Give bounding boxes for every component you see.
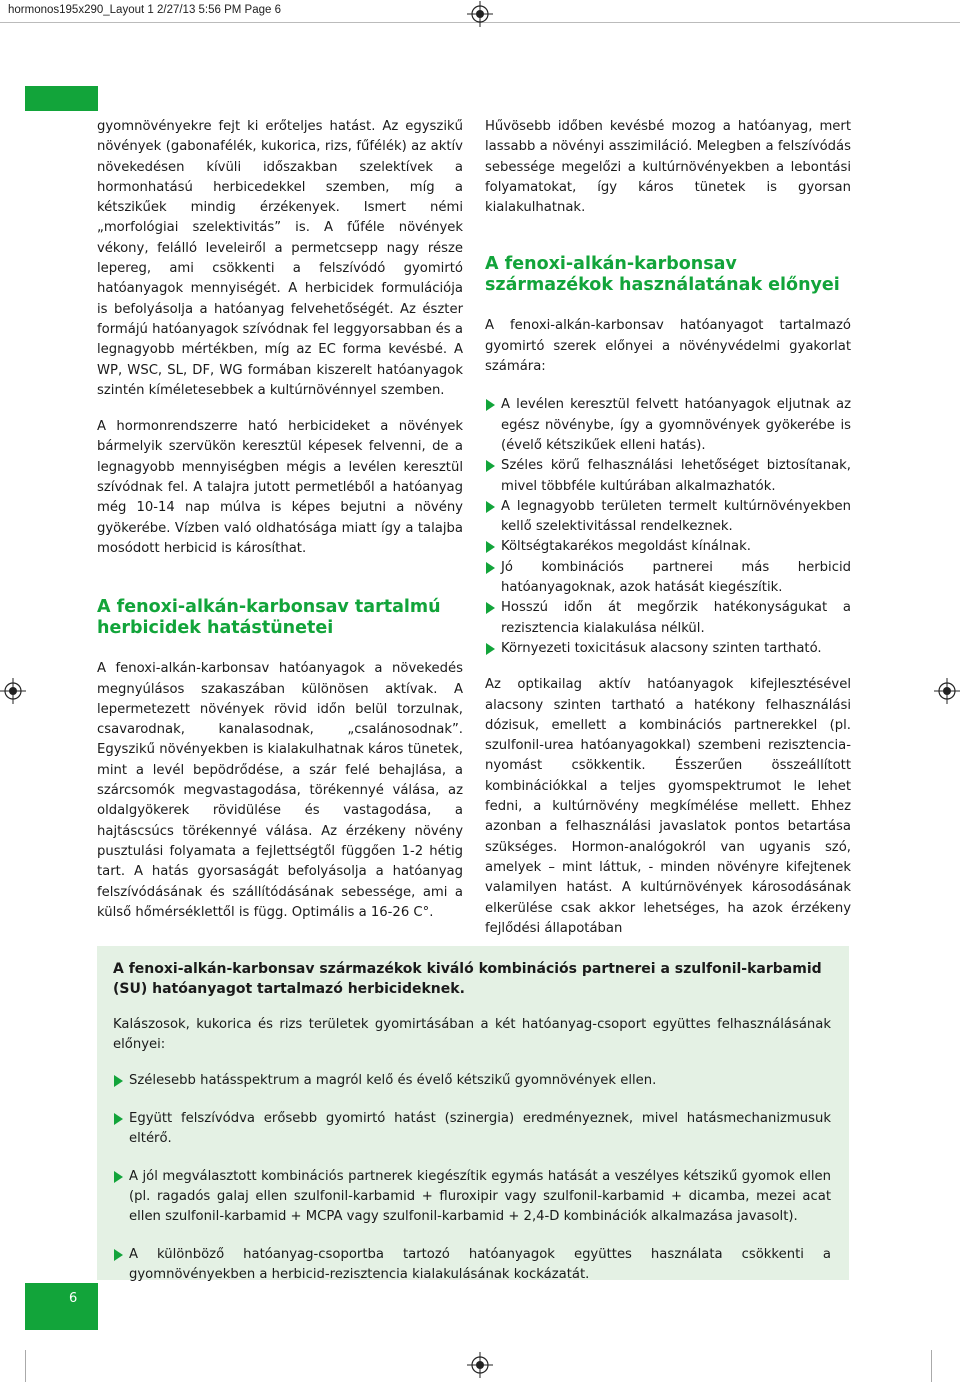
list-item: Környezeti toxicitásuk alacsony szinten tartható. [485, 639, 851, 659]
list-item: Hosszú időn át megőrzik hatékonyságukat a rezisztencia kialakulása nélkül. [485, 598, 851, 639]
registration-mark-icon [934, 678, 960, 704]
list-item: A jól megválasztott kombinációs partnerek kiegészítik egymás hatását a veszélyes kétszikű gyomok ellen (pl. ragadós galaj ellen szulfonil-karbamid + fluroxipir vagy szulfonil-karbamid + dicamba, mezei acat ellen szulfonil-karbamid + MCPA vagy szulfonil-karbamid + 2,4-D kombinációk alkalmazása javasolt). [113, 1167, 831, 1227]
crop-mark [931, 1350, 932, 1382]
list-item: Széles körű felhasználási lehetőséget biztosítanak, mivel többféle kultúrában alkalmazhatók. [485, 456, 851, 497]
list-item: Együtt felszívódva erősebb gyomirtó hatást (szinergia) eredményeznek, mivel hatásmechanizmusuk eltérő. [113, 1109, 831, 1149]
info-box [97, 946, 849, 1280]
page-number-block [25, 1283, 98, 1330]
box-list [113, 1071, 831, 1285]
paragraph: Hűvösebb időben kevésbé mozog a hatóanyag, mert lassabb a növényi asszimiláció. Melegben a felszívódás sebessége megelőzi a kultúrnövényekben a lebontási folyamatokat, így káros tünetek is gyorsan kialakulhatnak. [485, 119, 851, 216]
registration-mark-icon [467, 1, 493, 27]
paragraph: Az optikailag aktív hatóanyagok kifejlesztésével alacsony szinten tartható a hatékony felhasználási dózisuk, emellett a kombinációs partnerekkel (pl. szulfonil-urea hatóanyagokkal) szembeni rezisztencia-nyomást csökkentik. Ésszerűen összeállított kombinációkkal a teljes gyomspektrumot le lehet fedni, a kultúrnövény megkímélése mellett. Ehhez azonban a felhasználási javaslatok pontos betartása szükséges. Hormon-analógokról van ugyanis szó, amelyek – mint láttuk, - minden növényre kifejtenek valamilyen hatást. A kultúrnövények károsodásának elkerülése csak akkor lehetséges, ha azok érzékeny fejlődési állapotában [485, 677, 851, 936]
list-item: Szélesebb hatásspektrum a magról kelő és évelő kétszikű gyomnövények ellen. [113, 1071, 831, 1091]
paragraph: A fenoxi-alkán-karbonsav hatóanyagot tartalmazó gyomirtó szerek előnyei a növényvédelmi gyakorlat számára: [485, 318, 851, 375]
paragraph: gyomnövényekre fejt ki erőteljes hatást. Az egyszikű növények (gabonafélék, kukorica, rizs, fűfélék) az aktív növekedésen kívüli időszakban szelektívek a hormonhatású herbicedekkel szemben, míg a kétszikűek mindig érzékenyek. Ismert némi „morfológiai szelektivitás” is. A fűféle növények vékony, felálló leveleiről a permetcsepp nagy része lepereg, ami csökkenti a felszívódó gyomirtó hatóanyagok mennyiségét. A herbicidek formulációja is befolyásolja a hatóanyag felvehetőségét. Az észter formájú hatóanyagok szívódnak fel leggyorsabban és a legnagyobb mértékben, míg az EC forma kevésbé. A WP, WSC, SL, DF, WG formában kiszerelt hatóanyagok szintén kíméletesebbek a kultúrnövénnyel szemben. [97, 119, 463, 398]
crop-mark [25, 1350, 26, 1382]
box-title: A fenoxi-alkán-karbonsav származékok kiváló kombinációs partnerei a szulfonil-karbamid (SU) hatóanyagot tartalmazó herbicideknek. [113, 961, 822, 997]
left-column [97, 117, 463, 939]
list-item: A levélen keresztül felvett hatóanyagok eljutnak az egész növénybe, így a gyomnövények gyökerébe is (évelő kétszikűek elleni hatás). [485, 395, 851, 456]
list-item: A különböző hatóanyag-csoportba tartozó hatóanyagok együttes használata csökkenti a gyomnövényekben a herbicid-rezisztencia kialakulásának kockázatát. [113, 1245, 831, 1285]
registration-mark-icon [467, 1352, 493, 1378]
section-heading: A fenoxi-alkán-karbonsav tartalmú herbicidek hatástünetei [97, 597, 441, 639]
paragraph: A hormonrendszerre ható herbicideket a növények bármelyik szervükön keresztül képesek felvenni, de a legnagyobb mennyiségben mégis a levélen keresztül szívódnak fel. A talajra jutott permetléből a hatóanyag még 10-14 nap múlva is képes bejutni a növény gyökerébe. Vízben való oldhatósága miatt így a talajba mosódott herbicid is károsíthat. [97, 419, 463, 556]
paragraph: A fenoxi-alkán-karbonsav hatóanyagok a növekedés megnyúlásos szakaszában különösen aktívak. A lepermetezett növények rövid időn belül torzulnak, csavarodnak, kanalasodnak, „csalánosodnak”. Egyszikű növényekben is kialakulhatnak káros tünetek, mint a levél bepödrődése, a szár felé behajlása, a szárcsomók megvastagodása, törékennyé válása, az oldalgyökerek rövidülése és vastagodása, a hajtáscsúcs törékennyé válása. Az érzékeny növény pusztulási folyamata a fejlettségtől függően 1-2 hétig tart. A hatás gyorsaságát befolyásolja a hatóanyag felszívódásának és szállítódásának sebessége, ami a külső hőmérséklettől is függ. Optimális a 16-26 C°. [97, 661, 463, 920]
list-item: A legnagyobb területen termelt kultúrnövényekben kellő szelektivitással rendelkeznek. [485, 497, 851, 538]
list-item: Költségtakarékos megoldást kínálnak. [485, 537, 851, 557]
right-column [485, 117, 851, 955]
green-header-block [25, 86, 98, 111]
registration-mark-icon [0, 678, 26, 704]
list-item: Jó kombinációs partnerei más herbicid hatóanyagoknak, azok hatását kiegészítik. [485, 558, 851, 599]
print-slug: hormonos195x290_Layout 1 2/27/13 5:56 PM Page 6 [8, 4, 282, 16]
page-number: 6 [69, 1291, 78, 1306]
box-intro: Kalászosok, kukorica és rizs területek gyomirtásában a két hatóanyag-csoport együttes felhasználásának előnyei: [113, 1017, 831, 1052]
section-heading: A fenoxi-alkán-karbonsav származékok használatának előnyei [485, 254, 840, 296]
advantages-list [485, 395, 851, 659]
